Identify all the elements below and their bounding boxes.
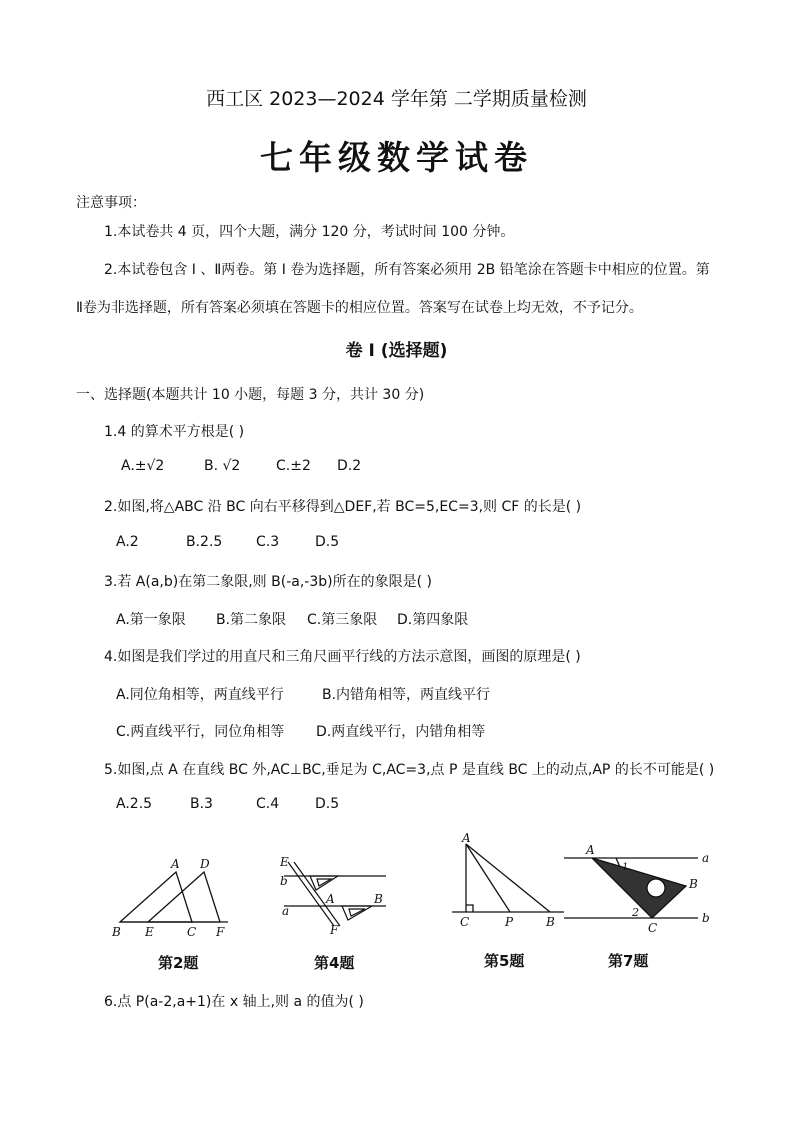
- exam-header: 西工区 2023—2024 学年第 二学期质量检测: [206, 88, 587, 110]
- q3-stem: 3.若 A(a,b)在第二象限,则 B(-a,-3b)所在的象限是( ): [104, 574, 432, 590]
- figure-5-diagram: [448, 830, 568, 934]
- q4-option-a: A.同位角相等，两直线平行: [116, 687, 284, 703]
- q3-option-c: C.第三象限: [307, 612, 378, 628]
- section-title: 卷 Ⅰ (选择题): [345, 341, 448, 361]
- q2-option-c: C.3: [256, 534, 280, 550]
- q1-option-d: D.2: [337, 458, 362, 474]
- q4-option-b: B.内错角相等，两直线平行: [322, 687, 491, 703]
- fig5-label-p: P: [505, 915, 514, 929]
- fig4-label-a: a: [282, 904, 290, 918]
- figure-2-caption: 第2题: [158, 954, 199, 972]
- fig4-label-e: E: [280, 856, 289, 869]
- figure-7-diagram: [556, 836, 716, 942]
- q5-option-b: B.3: [190, 796, 213, 812]
- q1-option-c: C.±2: [276, 458, 311, 474]
- figure-7-caption: 第7题: [608, 952, 649, 970]
- fig7-label-b: B: [689, 877, 698, 891]
- fig4-label-f: F: [330, 923, 339, 936]
- fig7-label-a: A: [586, 843, 595, 857]
- exam-title: 七年级数学试卷: [260, 138, 533, 177]
- fig2-label-e: E: [145, 925, 154, 939]
- notice-item-2-line-1: 2.本试卷包含 Ⅰ 、Ⅱ两卷。第 Ⅰ 卷为选择题，所有答案必须用 2B 铅笔涂在答题卡中相应的位置。第: [104, 262, 710, 278]
- q2-option-b: B.2.5: [186, 534, 223, 550]
- q3-option-a: A.第一象限: [116, 612, 186, 628]
- fig7-label-c: C: [648, 921, 658, 935]
- fig7-label-line-a: a: [702, 851, 710, 865]
- fig7-label-2: 2: [632, 906, 639, 919]
- q5-stem: 5.如图,点 A 在直线 BC 外,AC⊥BC,垂足为 C,AC=3,点 P 是直线 BC 上的动点,AP 的长不可能是( ): [104, 762, 715, 778]
- fig5-label-c: C: [460, 915, 470, 929]
- notice-item-2-line-2: Ⅱ卷为非选择题，所有答案必须填在答题卡的相应位置。答案写在试卷上均无效，不予记分。: [76, 300, 643, 316]
- notice-label: 注意事项：: [76, 195, 146, 211]
- q3-option-b: B.第二象限: [216, 612, 287, 628]
- figure-4-caption: 第4题: [314, 954, 355, 972]
- q1-stem: 1.4 的算术平方根是( ): [104, 424, 245, 440]
- q5-option-a: A.2.5: [116, 796, 153, 812]
- q1-option-b: B. √2: [204, 458, 241, 474]
- q5-option-c: C.4: [256, 796, 280, 812]
- q1-option-a: A.±√2: [121, 458, 165, 474]
- figure-5-caption: 第5题: [484, 952, 525, 970]
- q5-option-d: D.5: [315, 796, 340, 812]
- fig5-label-b: B: [546, 915, 555, 929]
- q3-option-d: D.第四象限: [397, 612, 469, 628]
- q4-option-c: C.两直线平行，同位角相等: [116, 724, 285, 740]
- notice-item-1: 1.本试卷共 4 页，四个大题，满分 120 分，考试时间 100 分钟。: [104, 224, 515, 240]
- q2-option-d: D.5: [315, 534, 340, 550]
- fig2-label-a: A: [171, 857, 180, 871]
- q4-stem: 4.如图是我们学过的用直尺和三角尺画平行线的方法示意图，画图的原理是( ): [104, 649, 581, 665]
- figure-4-diagram: [276, 856, 396, 936]
- fig2-label-b: B: [112, 925, 121, 939]
- q2-stem: 2.如图,将△ABC 沿 BC 向右平移得到△DEF,若 BC=5,EC=3,则 CF 的长是( ): [104, 499, 582, 515]
- q2-option-a: A.2: [116, 534, 139, 550]
- fig7-label-1: 1: [622, 862, 629, 873]
- fig2-label-d: D: [200, 857, 210, 871]
- fig4-label-a-point: A: [326, 892, 335, 906]
- fig4-label-b-point: B: [374, 892, 383, 906]
- fig5-label-a: A: [462, 831, 471, 845]
- fig2-label-f: F: [216, 925, 225, 939]
- fig2-label-c: C: [187, 925, 197, 939]
- fig7-label-line-b: b: [702, 911, 710, 925]
- fig4-label-b: b: [280, 874, 288, 888]
- figure-2-diagram: [108, 852, 238, 942]
- q6-stem: 6.点 P(a-2,a+1)在 x 轴上,则 a 的值为( ): [104, 994, 364, 1010]
- q4-option-d: D.两直线平行，内错角相等: [316, 724, 486, 740]
- part1-heading: 一、选择题(本题共计 10 小题，每题 3 分，共计 30 分): [76, 387, 425, 403]
